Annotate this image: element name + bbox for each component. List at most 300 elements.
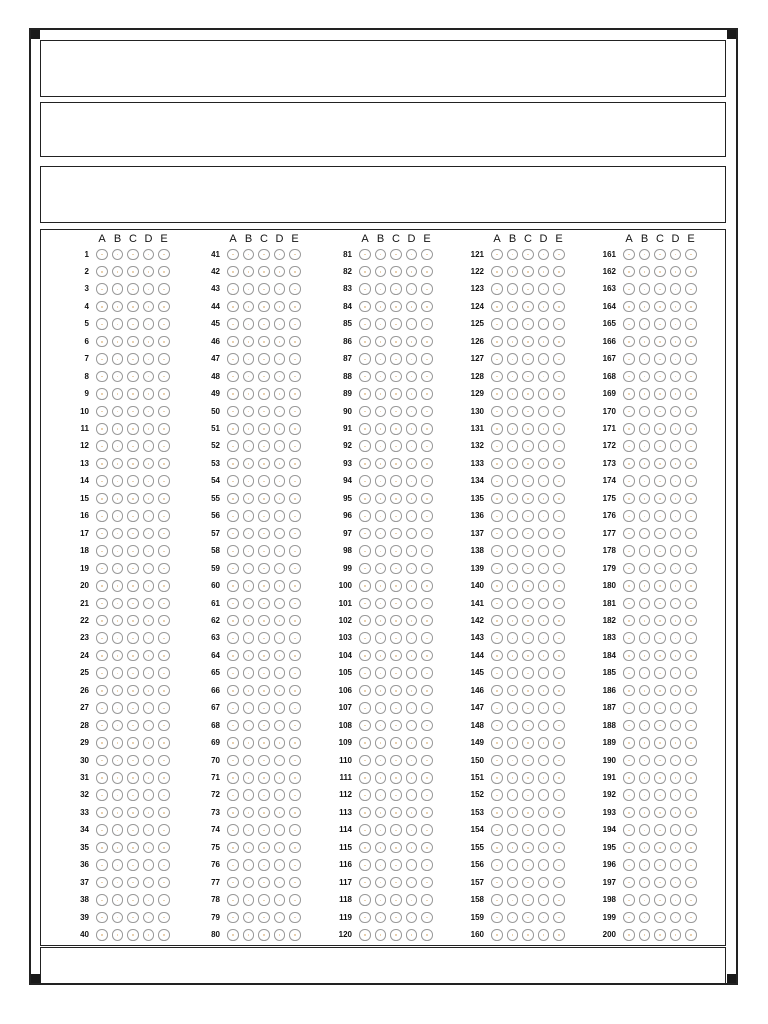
answer-bubble-c[interactable] <box>390 440 402 452</box>
answer-bubble-e[interactable] <box>289 371 301 383</box>
answer-bubble-a[interactable] <box>359 283 371 295</box>
answer-bubble-a[interactable] <box>96 545 108 557</box>
answer-bubble-a[interactable] <box>491 528 503 540</box>
answer-bubble-e[interactable] <box>553 528 565 540</box>
answer-bubble-e[interactable] <box>158 458 170 470</box>
answer-bubble-b[interactable] <box>639 807 651 819</box>
answer-bubble-d[interactable] <box>538 371 550 383</box>
answer-bubble-b[interactable] <box>375 824 387 836</box>
answer-bubble-e[interactable] <box>289 737 301 749</box>
answer-bubble-b[interactable] <box>507 406 519 418</box>
answer-bubble-e[interactable] <box>421 650 433 662</box>
answer-bubble-c[interactable] <box>127 580 139 592</box>
answer-bubble-b[interactable] <box>112 301 124 313</box>
answer-bubble-d[interactable] <box>274 859 286 871</box>
answer-bubble-e[interactable] <box>289 894 301 906</box>
answer-bubble-a[interactable] <box>491 563 503 575</box>
answer-bubble-b[interactable] <box>243 283 255 295</box>
answer-bubble-b[interactable] <box>243 632 255 644</box>
answer-bubble-e[interactable] <box>158 737 170 749</box>
answer-bubble-c[interactable] <box>127 632 139 644</box>
answer-bubble-e[interactable] <box>421 353 433 365</box>
answer-bubble-c[interactable] <box>390 266 402 278</box>
answer-bubble-c[interactable] <box>390 667 402 679</box>
answer-bubble-b[interactable] <box>375 755 387 767</box>
answer-bubble-d[interactable] <box>406 388 418 400</box>
answer-bubble-b[interactable] <box>112 737 124 749</box>
answer-bubble-e[interactable] <box>158 440 170 452</box>
answer-bubble-d[interactable] <box>143 266 155 278</box>
answer-bubble-b[interactable] <box>112 580 124 592</box>
answer-bubble-b[interactable] <box>639 720 651 732</box>
answer-bubble-a[interactable] <box>96 842 108 854</box>
answer-bubble-c[interactable] <box>390 406 402 418</box>
answer-bubble-e[interactable] <box>289 789 301 801</box>
answer-bubble-a[interactable] <box>227 702 239 714</box>
answer-bubble-d[interactable] <box>274 894 286 906</box>
answer-bubble-b[interactable] <box>112 894 124 906</box>
answer-bubble-e[interactable] <box>289 528 301 540</box>
answer-bubble-a[interactable] <box>491 772 503 784</box>
answer-bubble-d[interactable] <box>143 563 155 575</box>
answer-bubble-a[interactable] <box>623 510 635 522</box>
answer-bubble-d[interactable] <box>670 510 682 522</box>
answer-bubble-a[interactable] <box>359 755 371 767</box>
answer-bubble-b[interactable] <box>639 772 651 784</box>
answer-bubble-c[interactable] <box>258 912 270 924</box>
answer-bubble-b[interactable] <box>112 877 124 889</box>
answer-bubble-a[interactable] <box>623 249 635 261</box>
answer-bubble-a[interactable] <box>491 458 503 470</box>
answer-bubble-a[interactable] <box>491 249 503 261</box>
answer-bubble-d[interactable] <box>406 545 418 557</box>
answer-bubble-b[interactable] <box>243 440 255 452</box>
answer-bubble-a[interactable] <box>96 615 108 627</box>
answer-bubble-d[interactable] <box>670 528 682 540</box>
answer-bubble-c[interactable] <box>258 493 270 505</box>
answer-bubble-e[interactable] <box>553 336 565 348</box>
answer-bubble-e[interactable] <box>553 580 565 592</box>
answer-bubble-a[interactable] <box>227 877 239 889</box>
answer-bubble-d[interactable] <box>143 929 155 941</box>
answer-bubble-b[interactable] <box>375 283 387 295</box>
answer-bubble-e[interactable] <box>289 301 301 313</box>
answer-bubble-e[interactable] <box>553 912 565 924</box>
answer-bubble-e[interactable] <box>158 580 170 592</box>
answer-bubble-c[interactable] <box>522 475 534 487</box>
answer-bubble-b[interactable] <box>112 720 124 732</box>
answer-bubble-c[interactable] <box>522 912 534 924</box>
answer-bubble-d[interactable] <box>670 720 682 732</box>
answer-bubble-d[interactable] <box>406 894 418 906</box>
answer-bubble-b[interactable] <box>507 632 519 644</box>
answer-bubble-d[interactable] <box>538 667 550 679</box>
answer-bubble-c[interactable] <box>522 336 534 348</box>
answer-bubble-b[interactable] <box>112 789 124 801</box>
answer-bubble-d[interactable] <box>274 528 286 540</box>
answer-bubble-c[interactable] <box>522 755 534 767</box>
answer-bubble-b[interactable] <box>243 894 255 906</box>
answer-bubble-c[interactable] <box>127 423 139 435</box>
answer-bubble-b[interactable] <box>375 545 387 557</box>
answer-bubble-b[interactable] <box>639 353 651 365</box>
answer-bubble-e[interactable] <box>421 266 433 278</box>
answer-bubble-b[interactable] <box>375 615 387 627</box>
answer-bubble-a[interactable] <box>96 859 108 871</box>
answer-bubble-e[interactable] <box>289 929 301 941</box>
answer-bubble-b[interactable] <box>639 737 651 749</box>
answer-bubble-e[interactable] <box>421 859 433 871</box>
answer-bubble-a[interactable] <box>491 650 503 662</box>
answer-bubble-a[interactable] <box>96 423 108 435</box>
answer-bubble-c[interactable] <box>390 528 402 540</box>
answer-bubble-e[interactable] <box>421 528 433 540</box>
answer-bubble-b[interactable] <box>243 720 255 732</box>
answer-bubble-c[interactable] <box>522 458 534 470</box>
answer-bubble-b[interactable] <box>243 598 255 610</box>
answer-bubble-d[interactable] <box>538 685 550 697</box>
answer-bubble-e[interactable] <box>553 406 565 418</box>
answer-bubble-e[interactable] <box>685 772 697 784</box>
answer-bubble-b[interactable] <box>375 772 387 784</box>
answer-bubble-d[interactable] <box>406 371 418 383</box>
answer-bubble-d[interactable] <box>274 755 286 767</box>
answer-bubble-d[interactable] <box>406 650 418 662</box>
answer-bubble-a[interactable] <box>359 877 371 889</box>
answer-bubble-d[interactable] <box>274 475 286 487</box>
answer-bubble-c[interactable] <box>258 318 270 330</box>
answer-bubble-e[interactable] <box>421 388 433 400</box>
answer-bubble-a[interactable] <box>491 807 503 819</box>
answer-bubble-c[interactable] <box>654 650 666 662</box>
answer-bubble-c[interactable] <box>654 912 666 924</box>
answer-bubble-a[interactable] <box>491 859 503 871</box>
answer-bubble-b[interactable] <box>639 912 651 924</box>
answer-bubble-a[interactable] <box>623 353 635 365</box>
answer-bubble-a[interactable] <box>96 877 108 889</box>
answer-bubble-e[interactable] <box>158 510 170 522</box>
answer-bubble-c[interactable] <box>522 615 534 627</box>
answer-bubble-a[interactable] <box>96 249 108 261</box>
answer-bubble-b[interactable] <box>507 598 519 610</box>
answer-bubble-b[interactable] <box>639 877 651 889</box>
answer-bubble-c[interactable] <box>390 894 402 906</box>
answer-bubble-c[interactable] <box>127 685 139 697</box>
answer-bubble-c[interactable] <box>654 475 666 487</box>
answer-bubble-c[interactable] <box>127 528 139 540</box>
answer-bubble-c[interactable] <box>522 667 534 679</box>
answer-bubble-c[interactable] <box>522 824 534 836</box>
answer-bubble-a[interactable] <box>491 475 503 487</box>
answer-bubble-d[interactable] <box>274 685 286 697</box>
answer-bubble-a[interactable] <box>227 929 239 941</box>
answer-bubble-e[interactable] <box>289 249 301 261</box>
answer-bubble-c[interactable] <box>522 877 534 889</box>
answer-bubble-c[interactable] <box>390 388 402 400</box>
answer-bubble-b[interactable] <box>639 440 651 452</box>
answer-bubble-d[interactable] <box>406 458 418 470</box>
answer-bubble-c[interactable] <box>654 510 666 522</box>
answer-bubble-e[interactable] <box>421 737 433 749</box>
answer-bubble-c[interactable] <box>654 598 666 610</box>
answer-bubble-e[interactable] <box>553 842 565 854</box>
answer-bubble-b[interactable] <box>243 702 255 714</box>
answer-bubble-d[interactable] <box>274 632 286 644</box>
answer-bubble-d[interactable] <box>538 912 550 924</box>
answer-bubble-d[interactable] <box>406 702 418 714</box>
answer-bubble-b[interactable] <box>507 510 519 522</box>
answer-bubble-a[interactable] <box>359 406 371 418</box>
answer-bubble-b[interactable] <box>243 510 255 522</box>
answer-bubble-b[interactable] <box>375 510 387 522</box>
answer-bubble-a[interactable] <box>227 772 239 784</box>
answer-bubble-e[interactable] <box>553 877 565 889</box>
answer-bubble-a[interactable] <box>227 667 239 679</box>
answer-bubble-c[interactable] <box>654 894 666 906</box>
answer-bubble-e[interactable] <box>421 702 433 714</box>
answer-bubble-b[interactable] <box>112 685 124 697</box>
answer-bubble-c[interactable] <box>127 249 139 261</box>
answer-bubble-b[interactable] <box>243 580 255 592</box>
answer-bubble-e[interactable] <box>158 318 170 330</box>
answer-bubble-a[interactable] <box>623 388 635 400</box>
answer-bubble-e[interactable] <box>685 702 697 714</box>
answer-bubble-b[interactable] <box>243 563 255 575</box>
answer-bubble-a[interactable] <box>96 824 108 836</box>
answer-bubble-b[interactable] <box>639 824 651 836</box>
answer-bubble-e[interactable] <box>421 249 433 261</box>
answer-bubble-b[interactable] <box>112 458 124 470</box>
answer-bubble-c[interactable] <box>522 301 534 313</box>
answer-bubble-b[interactable] <box>243 528 255 540</box>
answer-bubble-d[interactable] <box>406 789 418 801</box>
answer-bubble-a[interactable] <box>359 545 371 557</box>
answer-bubble-b[interactable] <box>243 789 255 801</box>
answer-bubble-e[interactable] <box>553 458 565 470</box>
answer-bubble-e[interactable] <box>685 598 697 610</box>
answer-bubble-d[interactable] <box>538 789 550 801</box>
answer-bubble-d[interactable] <box>670 755 682 767</box>
answer-bubble-b[interactable] <box>375 877 387 889</box>
answer-bubble-b[interactable] <box>507 877 519 889</box>
answer-bubble-a[interactable] <box>623 894 635 906</box>
answer-bubble-d[interactable] <box>538 877 550 889</box>
answer-bubble-d[interactable] <box>670 737 682 749</box>
answer-bubble-e[interactable] <box>421 667 433 679</box>
answer-bubble-a[interactable] <box>96 929 108 941</box>
answer-bubble-d[interactable] <box>538 580 550 592</box>
answer-bubble-a[interactable] <box>491 371 503 383</box>
answer-bubble-a[interactable] <box>359 336 371 348</box>
answer-bubble-d[interactable] <box>406 632 418 644</box>
answer-bubble-d[interactable] <box>538 318 550 330</box>
answer-bubble-e[interactable] <box>421 877 433 889</box>
answer-bubble-d[interactable] <box>538 493 550 505</box>
answer-bubble-b[interactable] <box>112 388 124 400</box>
answer-bubble-a[interactable] <box>96 266 108 278</box>
answer-bubble-a[interactable] <box>359 720 371 732</box>
answer-bubble-a[interactable] <box>491 894 503 906</box>
answer-bubble-e[interactable] <box>553 493 565 505</box>
answer-bubble-d[interactable] <box>538 929 550 941</box>
answer-bubble-c[interactable] <box>390 929 402 941</box>
answer-bubble-e[interactable] <box>158 755 170 767</box>
answer-bubble-b[interactable] <box>112 423 124 435</box>
answer-bubble-e[interactable] <box>158 249 170 261</box>
answer-bubble-b[interactable] <box>639 301 651 313</box>
answer-bubble-b[interactable] <box>243 545 255 557</box>
answer-bubble-e[interactable] <box>421 301 433 313</box>
answer-bubble-d[interactable] <box>274 336 286 348</box>
answer-bubble-c[interactable] <box>127 440 139 452</box>
answer-bubble-a[interactable] <box>623 528 635 540</box>
answer-bubble-a[interactable] <box>491 615 503 627</box>
answer-bubble-a[interactable] <box>96 563 108 575</box>
answer-bubble-c[interactable] <box>522 440 534 452</box>
answer-bubble-b[interactable] <box>375 859 387 871</box>
answer-bubble-a[interactable] <box>359 894 371 906</box>
answer-bubble-d[interactable] <box>143 615 155 627</box>
answer-bubble-a[interactable] <box>227 824 239 836</box>
answer-bubble-a[interactable] <box>623 632 635 644</box>
answer-bubble-c[interactable] <box>654 667 666 679</box>
answer-bubble-a[interactable] <box>491 353 503 365</box>
answer-bubble-c[interactable] <box>522 807 534 819</box>
answer-bubble-c[interactable] <box>654 929 666 941</box>
answer-bubble-d[interactable] <box>143 301 155 313</box>
answer-bubble-d[interactable] <box>406 877 418 889</box>
answer-bubble-d[interactable] <box>670 912 682 924</box>
answer-bubble-b[interactable] <box>375 912 387 924</box>
answer-bubble-e[interactable] <box>421 842 433 854</box>
answer-bubble-d[interactable] <box>143 720 155 732</box>
answer-bubble-b[interactable] <box>375 929 387 941</box>
answer-bubble-e[interactable] <box>421 510 433 522</box>
answer-bubble-d[interactable] <box>670 598 682 610</box>
answer-bubble-c[interactable] <box>522 894 534 906</box>
answer-bubble-a[interactable] <box>491 667 503 679</box>
answer-bubble-d[interactable] <box>670 336 682 348</box>
answer-bubble-b[interactable] <box>507 440 519 452</box>
answer-bubble-b[interactable] <box>243 912 255 924</box>
answer-bubble-e[interactable] <box>553 702 565 714</box>
answer-bubble-d[interactable] <box>670 632 682 644</box>
answer-bubble-c[interactable] <box>522 406 534 418</box>
answer-bubble-b[interactable] <box>243 807 255 819</box>
answer-bubble-c[interactable] <box>258 824 270 836</box>
answer-bubble-b[interactable] <box>243 336 255 348</box>
answer-bubble-e[interactable] <box>421 440 433 452</box>
answer-bubble-b[interactable] <box>112 249 124 261</box>
answer-bubble-b[interactable] <box>639 493 651 505</box>
answer-bubble-e[interactable] <box>685 685 697 697</box>
answer-bubble-a[interactable] <box>96 702 108 714</box>
answer-bubble-a[interactable] <box>359 807 371 819</box>
answer-bubble-b[interactable] <box>639 458 651 470</box>
answer-bubble-d[interactable] <box>274 266 286 278</box>
answer-bubble-e[interactable] <box>553 545 565 557</box>
answer-bubble-b[interactable] <box>507 475 519 487</box>
answer-bubble-e[interactable] <box>553 301 565 313</box>
answer-bubble-d[interactable] <box>274 440 286 452</box>
answer-bubble-c[interactable] <box>127 353 139 365</box>
answer-bubble-d[interactable] <box>406 807 418 819</box>
answer-bubble-c[interactable] <box>390 510 402 522</box>
answer-bubble-a[interactable] <box>227 388 239 400</box>
answer-bubble-b[interactable] <box>243 615 255 627</box>
answer-bubble-e[interactable] <box>421 336 433 348</box>
answer-bubble-d[interactable] <box>143 458 155 470</box>
answer-bubble-c[interactable] <box>390 493 402 505</box>
answer-bubble-c[interactable] <box>127 737 139 749</box>
answer-bubble-d[interactable] <box>670 353 682 365</box>
answer-bubble-d[interactable] <box>670 388 682 400</box>
answer-bubble-b[interactable] <box>639 755 651 767</box>
answer-bubble-c[interactable] <box>390 912 402 924</box>
answer-bubble-a[interactable] <box>227 755 239 767</box>
answer-bubble-c[interactable] <box>127 929 139 941</box>
answer-bubble-d[interactable] <box>143 702 155 714</box>
answer-bubble-d[interactable] <box>538 737 550 749</box>
answer-bubble-a[interactable] <box>96 632 108 644</box>
answer-bubble-e[interactable] <box>553 807 565 819</box>
answer-bubble-a[interactable] <box>227 301 239 313</box>
answer-bubble-a[interactable] <box>227 371 239 383</box>
answer-bubble-c[interactable] <box>654 406 666 418</box>
answer-bubble-a[interactable] <box>227 318 239 330</box>
answer-bubble-d[interactable] <box>406 929 418 941</box>
answer-bubble-e[interactable] <box>685 824 697 836</box>
answer-bubble-d[interactable] <box>274 458 286 470</box>
answer-bubble-a[interactable] <box>96 458 108 470</box>
answer-bubble-d[interactable] <box>406 720 418 732</box>
answer-bubble-a[interactable] <box>227 615 239 627</box>
answer-bubble-d[interactable] <box>143 789 155 801</box>
answer-bubble-c[interactable] <box>390 632 402 644</box>
answer-bubble-b[interactable] <box>375 458 387 470</box>
answer-bubble-d[interactable] <box>670 406 682 418</box>
answer-bubble-e[interactable] <box>421 283 433 295</box>
answer-bubble-e[interactable] <box>289 475 301 487</box>
answer-bubble-b[interactable] <box>639 545 651 557</box>
answer-bubble-b[interactable] <box>639 894 651 906</box>
answer-bubble-c[interactable] <box>654 772 666 784</box>
answer-bubble-e[interactable] <box>158 266 170 278</box>
answer-bubble-a[interactable] <box>96 667 108 679</box>
answer-bubble-e[interactable] <box>685 615 697 627</box>
answer-bubble-c[interactable] <box>390 720 402 732</box>
answer-bubble-c[interactable] <box>258 737 270 749</box>
answer-bubble-d[interactable] <box>406 475 418 487</box>
answer-bubble-a[interactable] <box>359 859 371 871</box>
answer-bubble-a[interactable] <box>359 318 371 330</box>
answer-bubble-b[interactable] <box>243 493 255 505</box>
answer-bubble-c[interactable] <box>258 580 270 592</box>
answer-bubble-e[interactable] <box>553 824 565 836</box>
answer-bubble-d[interactable] <box>670 772 682 784</box>
answer-bubble-a[interactable] <box>227 685 239 697</box>
answer-bubble-b[interactable] <box>375 475 387 487</box>
answer-bubble-c[interactable] <box>127 650 139 662</box>
answer-bubble-d[interactable] <box>670 667 682 679</box>
answer-bubble-e[interactable] <box>553 353 565 365</box>
answer-bubble-c[interactable] <box>258 702 270 714</box>
answer-bubble-d[interactable] <box>670 824 682 836</box>
answer-bubble-b[interactable] <box>375 789 387 801</box>
answer-bubble-b[interactable] <box>112 545 124 557</box>
answer-bubble-e[interactable] <box>421 318 433 330</box>
answer-bubble-a[interactable] <box>623 336 635 348</box>
